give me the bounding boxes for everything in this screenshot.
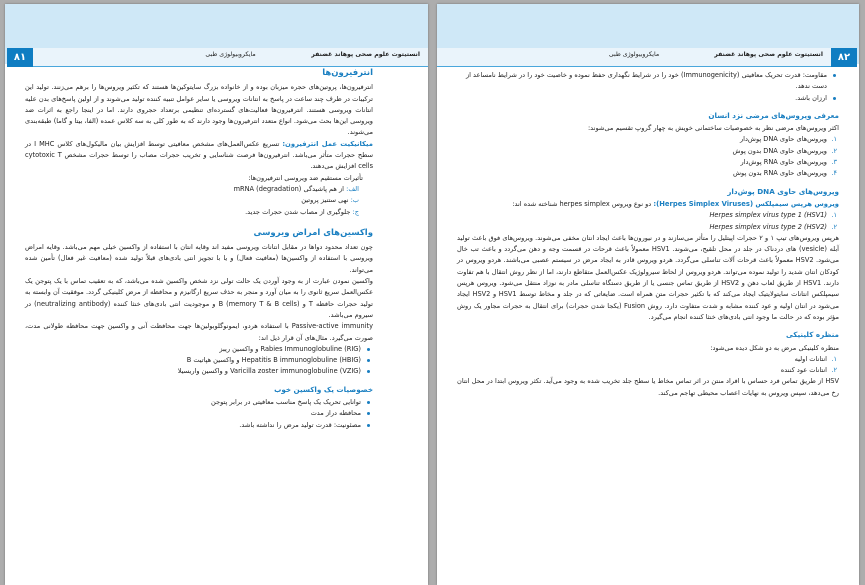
header-institute: انستیتوت علوم صحی پوهاند غضنفر — [311, 51, 420, 58]
intro-bullets — [457, 70, 839, 104]
list-item: ۱. انتانات اولیه — [794, 354, 837, 363]
page-right — [437, 4, 859, 585]
list-item: ج: جلوگیری از مصاب شدن حجرات جدید. — [245, 207, 359, 216]
list-item: ۲. Herpes simplex virus type 2 (HSV2) — [709, 222, 837, 231]
list-item: Hepatitis B immunoglobuline (HBIG) و واکسین هپاتیت B — [25, 355, 361, 366]
list-item: ۱. Herpes simplex virus type 1 (HSV1) — [709, 211, 837, 220]
list-item: مقاومت: قدرت تحریک معافیتی (Immunogenicity) خود را در شرایط نگهداری حفظ نموده و خاصیت خود را در شرایط نامساعد از دست ندهد. — [457, 70, 827, 93]
list-item: الف: از هم پاشیدگی (degradation) mRNA — [233, 184, 359, 193]
section-heading-enveloped-dna: ویروس‌های حاوی DNA پوش‌دار — [727, 186, 839, 196]
list-item: ۴. ویروس‌های حاوی RNA بدون پوش — [732, 169, 837, 178]
paragraph: منظره کلینیکی مرض به دو شکل دیده می‌شود: — [710, 343, 839, 352]
header-subject: مایکروبیولوژی طبی — [608, 51, 660, 58]
page-number: ۸۱ — [7, 48, 33, 67]
paragraph: چون تعداد محدود دواها در مقابل انتانات ویروسی مفید اند وقایه انتان با استفاده از واکسین خیلی مهم می‌باشد. وقایه امراض ویروسی با استفاده از واکسین‌ها (معافیت فعال) و یا با تجویز انتی بادی‌های قبلاً تولید شده (معافیت غیر فعال) تأمین شده می‌تواند. — [25, 243, 373, 274]
section-heading-vaccines: واکسین‌های امراض ویروسی — [253, 227, 373, 238]
list-item: ۳. ویروس‌های حاوی RNA پوش‌دار — [740, 158, 837, 167]
list-item: ۱. ویروس‌های حاوی DNA پوش‌دار — [739, 135, 837, 144]
clinical-forms-list — [457, 354, 839, 377]
subheading-mechanism: میکانیکیت عمل انترفیرون: — [282, 139, 373, 148]
page-body — [457, 70, 839, 399]
effects-list — [25, 184, 373, 218]
hsv-types-list — [457, 210, 839, 233]
list-item: ۲. انتانات عود کننده — [780, 366, 837, 375]
paragraph: HSV از طریق تماس فرد حساس با افراد منتن در اثر تماس مخاط یا سطح جلد تخریب شده به وجود می‌آید. تکثر ویروس ابتدا در محل انتان رخ می‌دهد، سپس ویروس به نهایات اعصاب محیطی تهاجم می‌کند. — [457, 377, 839, 397]
list-item: ب: نهی ستنیز پروتین — [301, 196, 359, 205]
paragraph: Passive-active immunity با استفاده هردو، ایمونوگلوبولین‌ها جهت محافظت آنی و واکسین جهت محافظه طولانی مدت، صورت می‌گیرد. مثال‌های آن قرار ذیل اند: — [25, 322, 373, 342]
page-left — [5, 4, 428, 585]
section-heading-clinical: منظره کلینیکی — [786, 330, 839, 340]
paragraph: واکسین نمودن عبارت از به وجود آوردن یک حالت تولی نزد شخص واکسین شده می‌باشد، که به تعقیب تماس با یک پتوجن یک عکس‌العمل سریع ثانوی را به میان آورد و منجر به حذف سریع ارگانیزم و محافظه از مرض کلینیکی گردد. موفقیت آن وابسته به تولید حجرات حافظه T و B (memory T & B cells) و موجودیت انتی بادی‌های خنثا کننده (neutralizing antibody) در سیروم می‌باشد. — [25, 277, 373, 319]
list-item: توانایی تحریک یک پاسخ مناسب معافیتی در برابر پتوجن — [25, 397, 361, 408]
list-item: ارزان باشد. — [457, 93, 827, 104]
paragraph: ویروس هرپس سیمپلکس (Herpes Simplex Viruses): دو نوع ویروس herpes simplex شناخته شده اند: — [512, 199, 839, 208]
mechanism-text: تسریع عکس‌العمل‌های مشخص معافیتی توسط افزایش بیان مالیکول‌های کلاس I MHC در سطح حجرات متأثر می‌باشد. انترفیرون‌ها فرصت شناسایی و تخریب حجرات مصاب را توسط حجرات مشخص cytotoxic T cells افزایش می‌دهند. — [25, 139, 374, 171]
paragraph — [25, 139, 373, 173]
subheading-hsv: ویروس هرپس سیمپلکس (Herpes Simplex Viruses): — [653, 199, 839, 208]
paragraph: انترفیرون‌ها، پروتین‌های حجره میزبان بوده و از خانواده بزرگ سایتوکین‌ها هستند که تکثیر ویروس‌ها را برهم می‌زنند. تولید این ترکیبات در ظرف چند ساعت در پاسخ به انتانات ویروسی یا سایر عوامل تنبیه کننده تولید می‌شوند و از اولین پاسخ‌های بدن علیه انتانات ویروسی هستند. انترفیرون‌ها فعالیت‌های گسترده‌ای تنظیمی برتعداد حجروی دارند. اما در اینجا راجع به اثرات ضد ویروسی این‌ها بحث می‌شود. انواع متعدد انترفیرون‌ها وجود دارند که به طور کلی به سه کلاس عمده (الفا، بیتا و گاما) طبقه‌بندی می‌شوند. — [25, 83, 373, 137]
section-heading-classification: معرفی ویروس‌های مرضی نزد انسان — [708, 110, 839, 120]
virus-groups-list — [457, 134, 839, 179]
good-vaccine-list — [25, 397, 373, 431]
header-institute: انستیتوت علوم صحی پوهاند غضنفر — [714, 51, 823, 58]
effects-intro: تأثیرات مستقیم ضد ویروسی انترفیرون‌ها: — [248, 173, 363, 182]
list-item: ۲. ویروس‌های حاوی DNA بدون پوش — [732, 146, 837, 155]
list-item: Varicilla zoster immunoglobuline (VZIG) و واکسین واریسیلا — [25, 366, 361, 377]
list-item: مصئونیت: قدرت تولید مرض را نداشته باشد. — [25, 420, 361, 431]
list-item: Rabies Immunoglobuline (RIG) و واکسین ریبز — [25, 344, 361, 355]
page-body — [25, 70, 373, 431]
list-item: محافظه دراز مدت — [25, 408, 361, 419]
running-header — [437, 48, 831, 67]
vaccine-examples-list — [25, 344, 373, 378]
paragraph: هرپس ویروس‌های تیپ ۱ و ۲ حجرات اپیتلیل را متأثر می‌سازند و در نیورون‌ها باعث ایجاد انتان مخفی می‌شوند. ویروس‌های فوق باعث تولید آبله (vesicle) های دردناک در جلد در محل تلقیح، می‌شوند. HSV1 معمولاً باعث قرحات در قسمت وجه و دهن می‌گردد و باعث تب خال می‌شود. HSV2 معمولاً باعث قرحات آلات تناسلی می‌گردد. هردو ویروس قادر به ایجاد مرض در سیستم عصبی می‌باشند. هردو ویروس در کودکان انتان شدید را تولید نموده می‌تواند. هردو ویروس از لحاظ سیرولوژیک عکس‌العمل متقاطع دارند، اما از نظر روش انتقال با هم تفاوت دارند. HSV1 از طریق لعاب دهن و HSV2 از طریق تماس جنسی یا از طریق دستگاه تناسلی مادر به نوزاد منتقل می‌شود. ویروس هرپس سیمپلکس انتانات سایتولایتیک ایجاد می‌کند که با تکثیر حجرات متن همراه است. ضایعاتی که در جلد و مخاط توسط HSV1 و HSV2 ایجاد می‌شود در انتان اولیه و عود کننده مشابه و شدت متفاوت دارد. روش Fusion (یکجا شدن حجرات) برای انتقال به حجرات مجاور یک روش مؤثر بوده که در حالت ما وجود انتی بادی‌های خنثا کننده انجام می‌گیرد. — [457, 233, 839, 321]
section-heading-interferons: انترفیرون‌ها — [322, 68, 373, 78]
page-number: ۸۲ — [831, 48, 857, 67]
running-header — [33, 48, 428, 67]
paragraph: اکثر ویروس‌های مرضی نظر به خصوصیات ساختمانی خویش به چهار گروپ تقسیم می‌شوند: — [587, 124, 839, 133]
section-heading-good-vaccine: خصوصیات یک واکسین خوب — [274, 384, 373, 394]
header-subject: مایکروبیولوژی طبی — [205, 51, 256, 58]
